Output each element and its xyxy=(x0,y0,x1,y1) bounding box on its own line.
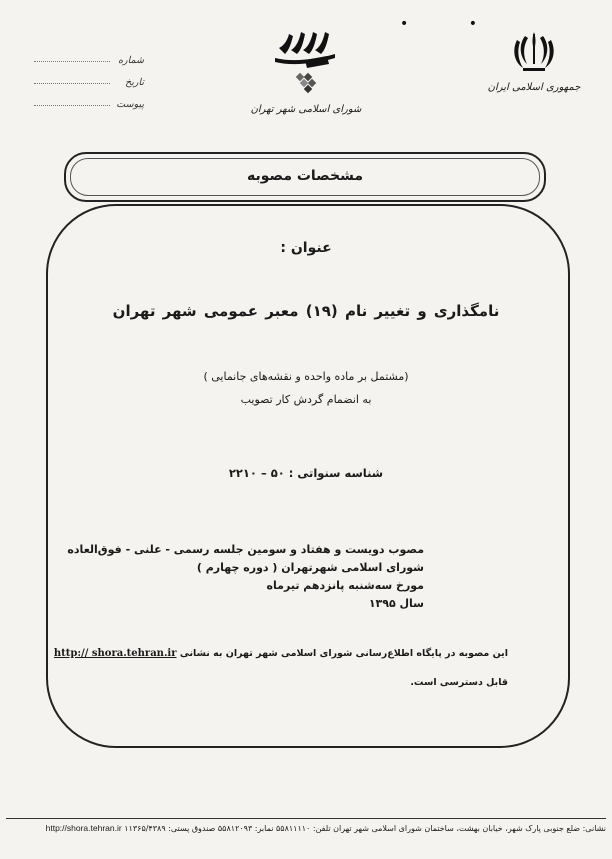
subject-label: عنوان : xyxy=(280,240,332,256)
notice-line-2: قابل دسترسی است. xyxy=(410,677,508,688)
attachment-field xyxy=(34,88,144,110)
approval-line-2: شورای اسلامی شهرتهران ( دوره چهارم ) xyxy=(196,561,424,574)
approval-block xyxy=(67,541,424,613)
iran-emblem-block xyxy=(484,30,584,93)
notice-block xyxy=(53,648,508,688)
note-line-1: (مشتمل بر ماده واحده و نقشه‌های جانمایی ) xyxy=(203,370,409,383)
date-line xyxy=(34,82,110,84)
approval-line-1: مصوب دویست و هفتاد و سومین جلسه رسمی - علنی - فوق‌العاده xyxy=(67,543,424,556)
number-field xyxy=(34,44,144,66)
box-title: مشخصات مصوبه xyxy=(247,168,363,184)
date-field xyxy=(34,66,144,88)
date-label: تاریخ xyxy=(125,77,144,88)
note-line-2: به انضمام گردش کار تصویب xyxy=(240,393,372,406)
footer-divider xyxy=(6,818,606,819)
emblem-caption: جمهوری اسلامی ایران xyxy=(487,82,581,93)
title-box xyxy=(64,152,546,202)
code-line xyxy=(0,466,612,480)
scan-marks: • • xyxy=(400,16,505,32)
approval-line-3: مورخ سه‌شنبه پانزدهم تیرماه xyxy=(266,579,424,592)
attachment-label: پیوست xyxy=(116,99,144,110)
code-label: شناسه سنواتی : xyxy=(288,466,384,480)
iran-emblem-icon xyxy=(511,30,557,74)
footer-url[interactable]: http://shora.tehran.ir xyxy=(45,823,122,833)
attachment-line xyxy=(34,104,110,106)
website-link[interactable]: http:// shora.tehran.ir xyxy=(53,648,177,659)
council-logo-icon xyxy=(271,28,341,100)
notice-line-1 xyxy=(53,648,508,659)
code-value: ۵۰ – ۲۲۱۰ xyxy=(228,466,285,480)
number-line xyxy=(34,60,110,62)
footer-address: نشانی: ضلع جنوبی پارک شهر، خیابان بهشت، ساختمان شورای اسلامی شهر تهران تلفن: ۵۵۸۱۱۱۱۰ نمابر: ۵۵۸۱۲۰۹۳ صندوق پستی: ۱۱۳۶۵/۴۳۸۹ xyxy=(124,824,606,833)
notice-text: این مصوبه در پایگاه اطلاع‌رسانی شورای اسلامی شهر تهران به نشانی xyxy=(179,648,508,659)
footer xyxy=(6,823,606,833)
approval-line-4: سال ۱۳۹۵ xyxy=(368,597,424,610)
council-logo-block xyxy=(246,28,366,115)
number-label: شماره xyxy=(118,55,144,66)
letter-meta-fields xyxy=(34,44,144,110)
logo-caption: شورای اسلامی شهر تهران xyxy=(250,104,362,115)
subject-title: نامگذاری و تغییر نام (۱۹) معبر عمومی شهر تهران xyxy=(112,302,500,320)
